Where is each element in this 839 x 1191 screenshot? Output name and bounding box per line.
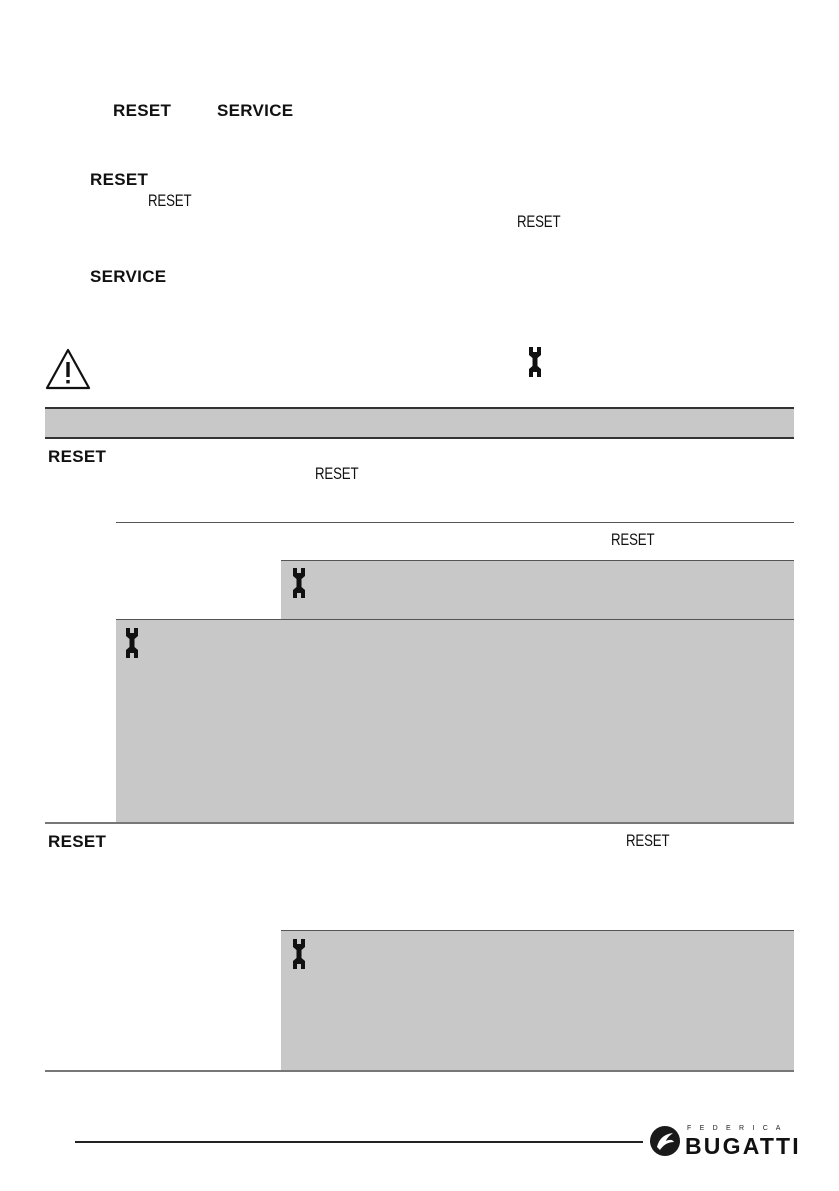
brand-logo-icon xyxy=(649,1125,681,1157)
wrench-icon xyxy=(292,568,306,598)
wrench-icon xyxy=(528,347,542,377)
table-row-label: RESET xyxy=(48,832,107,851)
wrench-icon xyxy=(292,939,306,969)
intro-reset-label: RESET xyxy=(113,101,172,120)
service-paragraph-heading: SERVICE xyxy=(90,267,167,286)
wrench-icon xyxy=(125,628,139,658)
intro-service-label: SERVICE xyxy=(217,101,294,120)
reset-inline-label: RESET xyxy=(517,212,561,231)
table-note-cell xyxy=(281,561,794,619)
brand-name: BUGATTI xyxy=(685,1133,801,1159)
table-inline-reset: RESET xyxy=(626,831,670,850)
reset-inline-label: RESET xyxy=(148,191,192,210)
footer-rule xyxy=(75,1141,643,1143)
table-note-cell xyxy=(116,620,794,822)
brand-small-text: F E D E R I C A xyxy=(687,1125,784,1132)
table-bottom-rule xyxy=(45,1070,794,1072)
table-inline-reset: RESET xyxy=(611,530,655,549)
warning-triangle-icon xyxy=(44,347,92,391)
table-subrule xyxy=(116,522,794,523)
table-header xyxy=(45,409,794,437)
reset-paragraph-heading: RESET xyxy=(90,170,149,189)
table-header-rule xyxy=(45,437,794,439)
table-inline-reset: RESET xyxy=(315,464,359,483)
table-row-label: RESET xyxy=(48,447,107,466)
table-note-cell xyxy=(281,931,794,1070)
table-row-rule xyxy=(45,822,794,824)
